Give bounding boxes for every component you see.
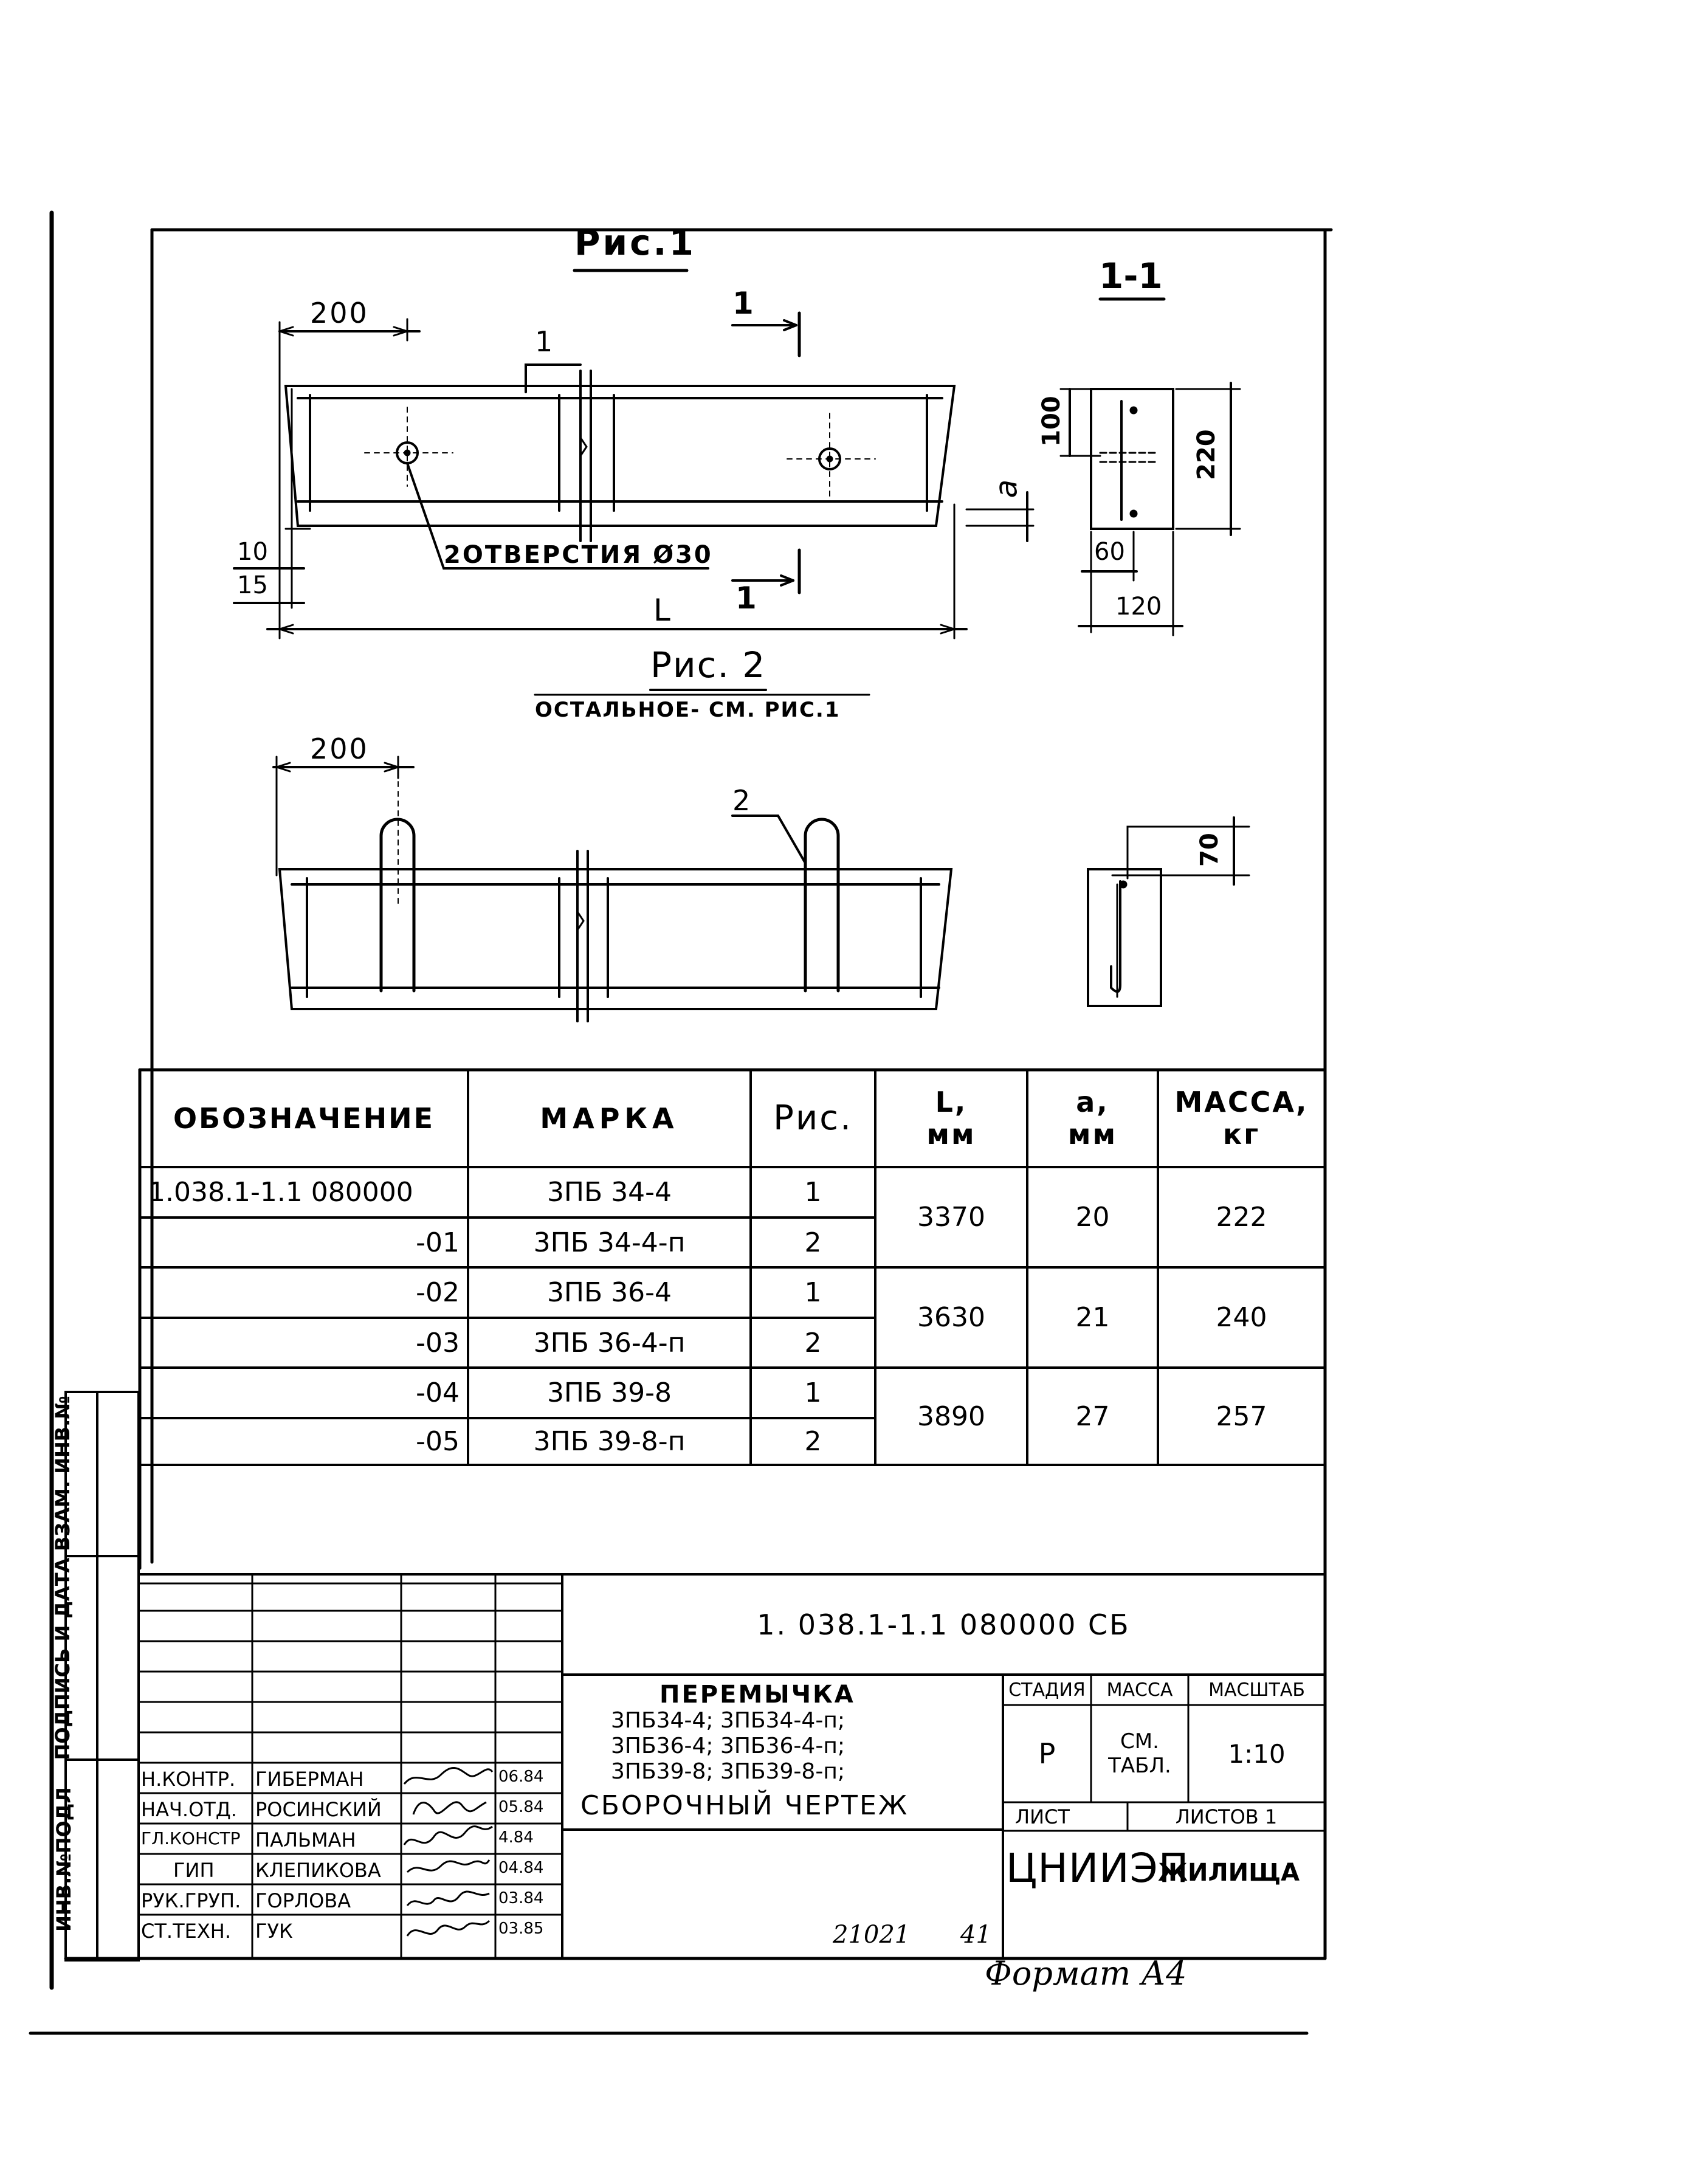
table-row-3-fig: 1 — [804, 1277, 822, 1308]
table-row-1-mark: 3ПБ 34-4 — [546, 1177, 672, 1208]
org-name-part2: ЖИЛИЩА — [1158, 1859, 1300, 1887]
table-row-4-fig: 2 — [804, 1327, 822, 1359]
table-header-designation: ОБОЗНАЧЕНИЕ — [173, 1101, 435, 1135]
group-1-mass: 222 — [1216, 1202, 1267, 1233]
fig2-dim-200: 200 — [310, 732, 369, 765]
doc-type: СБОРОЧНЫЙ ЧЕРТЕЖ — [580, 1790, 909, 1821]
signer-name-5: ГОРЛОВА — [255, 1889, 351, 1912]
fig1-cut-mark-top: 1 — [732, 286, 754, 321]
scale-value: 1:10 — [1228, 1738, 1286, 1769]
signer-role-1: Н.КОНТР. — [141, 1768, 236, 1791]
table-row-1-fig: 1 — [804, 1177, 822, 1208]
group-3-a: 27 — [1075, 1400, 1110, 1432]
signer-name-3: ПАЛЬМАН — [255, 1828, 356, 1851]
table-row-3-designation: -02 — [416, 1277, 460, 1308]
signer-date-5: 03.84 — [498, 1889, 544, 1907]
table-row-6-fig: 2 — [804, 1426, 822, 1457]
table-header-a: a, мм — [1067, 1086, 1118, 1151]
footer-number: 21021 — [833, 1921, 911, 1949]
signer-role-4: ГИП — [173, 1859, 215, 1882]
fig1-dim-200: 200 — [310, 297, 369, 329]
table-header-fig: Рис. — [773, 1098, 853, 1138]
signer-role-3: ГЛ.КОНСТР — [141, 1828, 241, 1848]
scale-label: МАСШТАБ — [1208, 1679, 1305, 1701]
group-1-a: 20 — [1075, 1202, 1110, 1233]
table-row-2-designation: -01 — [416, 1227, 460, 1258]
section-1-1-label: 1-1 — [1099, 255, 1163, 297]
fig2-subtitle: ОСТАЛЬНОЕ- СМ. РИС.1 — [535, 698, 841, 722]
mass-label: МАССА — [1106, 1679, 1173, 1701]
fig1-dim-15: 15 — [237, 571, 268, 599]
table-row-6-mark: 3ПБ 39-8-п — [533, 1426, 686, 1457]
marks-line-3: 3ПБ39-8; 3ПБ39-8-п; — [611, 1759, 845, 1784]
marks-line-1: 3ПБ34-4; 3ПБ34-4-п; — [611, 1708, 845, 1733]
section-dim-60: 60 — [1094, 538, 1125, 566]
signer-name-4: КЛЕПИКОВА — [255, 1859, 381, 1882]
org-name-part1: ЦНИИЭП — [1006, 1845, 1190, 1892]
signer-role-5: РУК.ГРУП. — [141, 1889, 241, 1912]
table-header-L: L, мм — [926, 1086, 976, 1151]
table-row-2-mark: 3ПБ 34-4-п — [533, 1227, 686, 1258]
sheet-label: ЛИСТ — [1015, 1805, 1070, 1828]
product-name: ПЕРЕМЫЧКА — [659, 1681, 855, 1709]
section-dim-120: 120 — [1115, 593, 1162, 621]
table-header-mark: МАРКА — [540, 1101, 679, 1135]
section-dim-220: 220 — [1193, 429, 1221, 480]
fig2-callout-2: 2 — [732, 784, 751, 817]
group-3-L: 3890 — [917, 1400, 985, 1432]
table-row-6-designation: -05 — [416, 1426, 460, 1457]
stage-label: СТАДИЯ — [1008, 1679, 1086, 1701]
table-row-3-mark: 3ПБ 36-4 — [546, 1277, 672, 1308]
table-row-4-designation: -03 — [416, 1327, 460, 1359]
signer-date-4: 04.84 — [498, 1859, 544, 1877]
sheets-label: ЛИСТОВ 1 — [1175, 1805, 1278, 1828]
signer-date-2: 05.84 — [498, 1798, 544, 1816]
table-header-mass: МАССА, кг — [1174, 1086, 1309, 1151]
table-row-5-designation: -04 — [416, 1377, 460, 1408]
signer-role-6: СТ.ТЕХН. — [141, 1920, 231, 1943]
fig1-dim-a: a — [988, 479, 1024, 498]
fig1-dim-L: L — [653, 593, 670, 628]
fig1-callout-1: 1 — [535, 325, 553, 358]
group-2-mass: 240 — [1216, 1302, 1267, 1333]
section-dim-100: 100 — [1038, 396, 1066, 447]
group-3-mass: 257 — [1216, 1400, 1267, 1432]
table-row-5-fig: 1 — [804, 1377, 822, 1408]
table-row-1-designation: 1.038.1-1.1 080000 — [148, 1177, 413, 1208]
group-2-a: 21 — [1075, 1302, 1110, 1333]
stamp-replaced-inv: ВЗАМ. ИНВ.№ — [51, 1396, 74, 1551]
group-1-L: 3370 — [917, 1202, 985, 1233]
signer-name-6: ГУК — [255, 1920, 293, 1943]
fig1-holes-note: 2ОТВЕРСТИЯ Ø30 — [444, 541, 713, 569]
fig1-title: Рис.1 — [574, 222, 696, 263]
table-row-5-mark: 3ПБ 39-8 — [546, 1377, 672, 1408]
fig1-dim-10: 10 — [237, 538, 268, 566]
footer-format: Формат А4 — [985, 1954, 1187, 1993]
signer-date-3: 4.84 — [498, 1828, 534, 1847]
stamp-sign-date: ПОДПИСЬ И ДАТА — [51, 1557, 74, 1760]
table-row-2-fig: 2 — [804, 1227, 822, 1258]
signer-date-1: 06.84 — [498, 1768, 544, 1786]
signer-date-6: 03.85 — [498, 1920, 544, 1938]
marks-line-2: 3ПБ36-4; 3ПБ36-4-п; — [611, 1734, 845, 1758]
table-row-4-mark: 3ПБ 36-4-п — [533, 1327, 686, 1359]
doc-code: 1. 038.1-1.1 080000 СБ — [757, 1608, 1131, 1641]
stage-value: Р — [1038, 1737, 1056, 1770]
signer-role-2: НАЧ.ОТД. — [141, 1798, 237, 1821]
mass-value: СМ. ТАБЛ. — [1108, 1729, 1171, 1778]
fig2-dim-70: 70 — [1196, 833, 1224, 867]
stamp-inv-original: ИНВ.№ПОДЛ — [52, 1787, 75, 1932]
group-2-L: 3630 — [917, 1302, 985, 1333]
fig2-title: Рис. 2 — [650, 644, 766, 686]
footer-sheet-no: 41 — [960, 1921, 991, 1949]
signer-name-1: ГИБЕРМАН — [255, 1768, 364, 1791]
fig1-cut-mark-bottom: 1 — [735, 580, 757, 616]
signer-name-2: РОСИНСКИЙ — [255, 1798, 382, 1821]
